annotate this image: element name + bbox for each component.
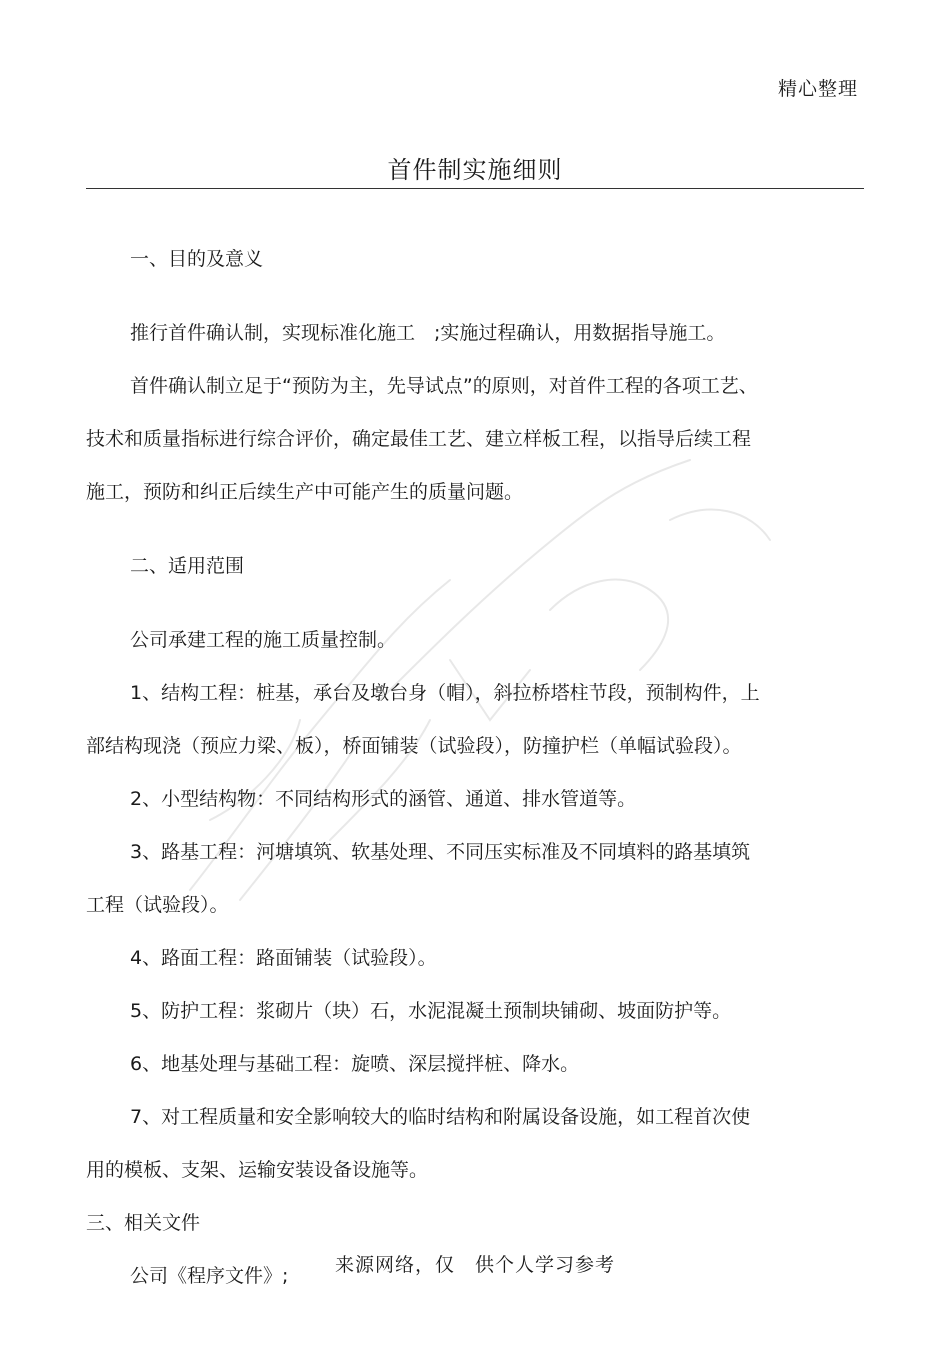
header-note: 精心整理 — [777, 78, 858, 100]
paragraph-line: 推行首件确认制，实现标准化施工 ;实施过程确认，用数据指导施工。 — [130, 322, 726, 344]
paragraph-line: 施工，预防和纠正后续生产中可能产生的质量问题。 — [86, 481, 524, 503]
list-item-line: 工程（试验段）。 — [86, 894, 229, 916]
section-heading: 三、相关文件 — [86, 1212, 201, 1234]
list-item-line: 1、结构工程：桩基，承台及墩台身（帽），斜拉桥塔柱节段，预制构件，上 — [130, 682, 760, 704]
section-heading: 一、目的及意义 — [130, 248, 264, 270]
list-item-line: 4、路面工程：路面铺装（试验段）。 — [130, 947, 437, 969]
list-item-line: 用的模板、支架、运输安装设备设施等。 — [86, 1159, 429, 1181]
paragraph-line: 首件确认制立足于“预防为主，先导试点”的原则，对首件工程的各项工艺、 — [130, 375, 758, 397]
footer-note: 来源网络，仅 供个人学习参考 — [334, 1254, 615, 1276]
list-item-line: 7、对工程质量和安全影响较大的临时结构和附属设备设施，如工程首次使 — [130, 1106, 751, 1128]
paragraph-line: 公司承建工程的施工质量控制。 — [130, 629, 397, 651]
document-body — [86, 233, 856, 1303]
list-item-line: 6、地基处理与基础工程：旋喷、深层搅拌桩、降水。 — [130, 1053, 580, 1075]
list-item-line: 部结构现浇（预应力梁、板），桥面铺装（试验段），防撞护栏（单幅试验段）。 — [86, 735, 742, 757]
list-item-line: 3、路基工程：河塘填筑、软基处理、不同压实标准及不同填料的路基填筑 — [130, 841, 751, 863]
section-heading: 二、适用范围 — [130, 555, 245, 577]
paragraph-line: 公司《程序文件》; — [130, 1265, 289, 1287]
paragraph-line: 技术和质量指标进行综合评价，确定最佳工艺、建立样板工程，以指导后续工程 — [86, 428, 752, 450]
list-item-line: 5、防护工程：浆砌片（块）石，水泥混凝土预制块铺砌、坡面防护等。 — [130, 1000, 732, 1022]
document-title: 首件制实施细则 — [387, 156, 563, 184]
list-item-line: 2、小型结构物：不同结构形式的涵管、通道、排水管道等。 — [130, 788, 637, 810]
title-underline — [86, 188, 864, 189]
